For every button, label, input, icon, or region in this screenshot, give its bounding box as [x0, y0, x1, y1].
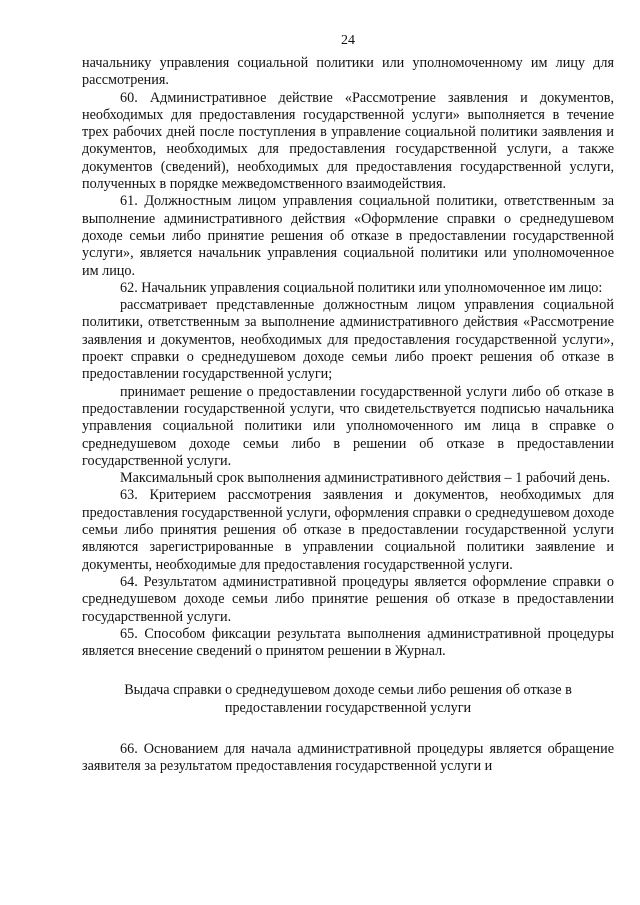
paragraph-61: 61. Должностным лицом управления социальной политики, ответственным за выполнение административного действия «Оформление справки о среднедушевом доходе семьи либо принятие решения об отказе в предоставлении государственной услуги», является начальник управления социальной политики или уполномоченное им лицо. [82, 193, 614, 279]
section-heading: Выдача справки о среднедушевом доходе семьи либо решения об отказе в предоставлении государственной услуги [124, 682, 572, 716]
paragraph-62-item-2: принимает решение о предоставлении государственной услуги либо об отказе в предоставлении государственной услуги, что свидетельствуется подписью начальника управления социальной политики или уполномоченного им лица в справке о среднедушевом доходе семьи либо в решении об отказе в предоставлении государственной услуги. [82, 383, 614, 469]
paragraph-64: 64. Результатом административной процедуры является оформление справки о среднедушевом доходе семьи либо принятие решения об отказе в предоставлении государственной услуги. [82, 573, 614, 625]
paragraph-60: 60. Административное действие «Рассмотрение заявления и документов, необходимых для предоставления государственной услуги» выполняется в течение трех рабочих дней после поступления в управление социальной политики заявления и документов, необходимых для предоставления государственной услуги, а также документов (сведений), необходимых для предоставления государственной услуги, полученных в порядке межведомственного взаимодействия. [82, 89, 614, 193]
paragraph-62: 62. Начальник управления социальной политики или уполномоченное им лицо: [120, 279, 603, 296]
paragraphs-after-heading [82, 741, 614, 776]
paragraph-max-term: Максимальный срок выполнения административного действия – 1 рабочий день. [120, 470, 611, 487]
document-page [82, 32, 614, 776]
page-number: 24 [341, 33, 355, 48]
paragraph-65: 65. Способом фиксации результата выполнения административной процедуры является внесение сведений о принятом решении в Журнал. [82, 625, 614, 660]
paragraph-continuation: начальнику управления социальной политики или уполномоченному им лицу для рассмотрения. [82, 55, 614, 89]
paragraph-66: 66. Основанием для начала административной процедуры является обращение заявителя за результатом предоставления государственной услуги и [82, 740, 614, 775]
paragraphs-before-heading [82, 55, 614, 660]
paragraph-63: 63. Критерием рассмотрения заявления и документов, необходимых для предоставления государственной услуги, оформления справки о среднедушевом доходе семьи либо принятия решения об отказе в предоставлении государственной услуги являются зарегистрированные в управлении социальной политики заявление и документы, необходимые для предоставления государственной услуги. [82, 487, 614, 573]
paragraph-62-item-1: рассматривает представленные должностным лицом управления социальной политики, ответственным за выполнение административного действия «Рассмотрение заявления и документов, необходимых для предоставления государственной услуги», проект справки о среднедушевом доходе семьи либо проект решения об отказе в предоставлении государственной услуги; [82, 297, 614, 383]
